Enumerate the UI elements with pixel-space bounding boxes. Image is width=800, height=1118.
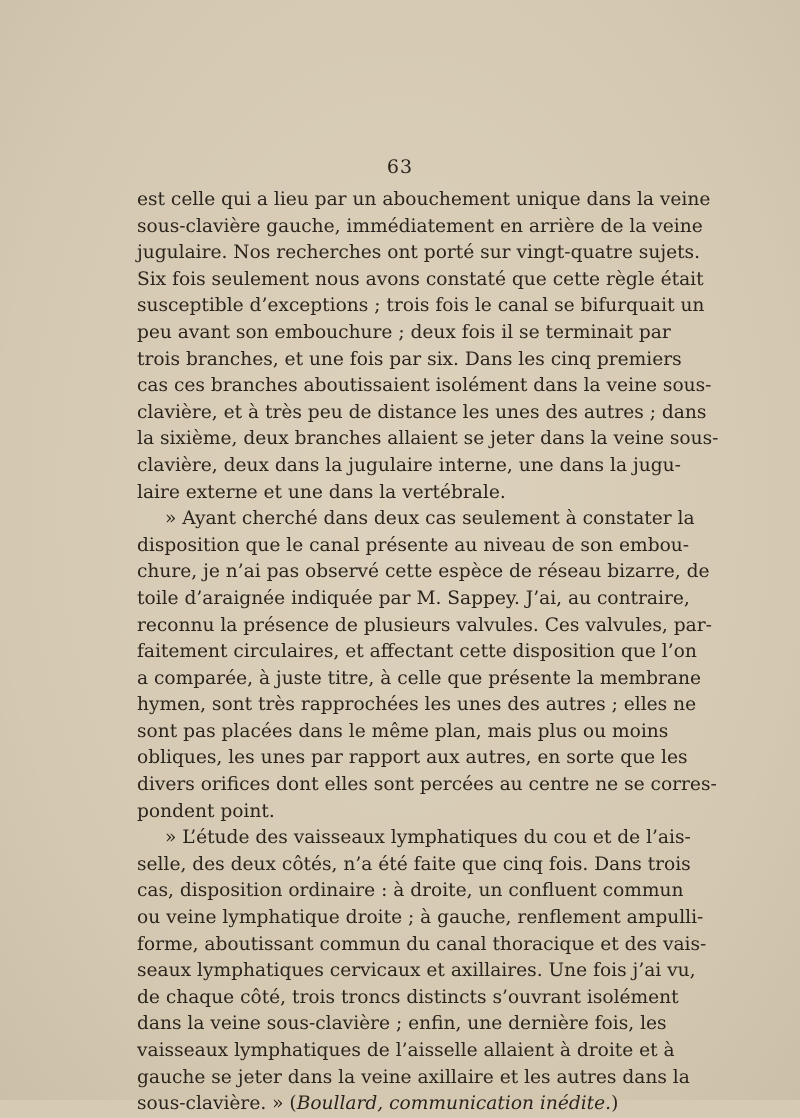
body-text — [137, 187, 719, 1118]
text-line: obliques, les unes par rapport aux autres, en sorte que les — [137, 747, 688, 769]
text-line: divers orifices dont elles sont percées au centre ne se corres- — [137, 774, 717, 796]
text-line: la sixième, deux branches allaient se jeter dans la veine sous- — [137, 428, 719, 450]
text-line: clavière, deux dans la jugulaire interne, une dans la jugu- — [137, 454, 681, 476]
text-line: sont pas placées dans le même plan, mais plus ou moins — [137, 720, 669, 742]
text-line: est celle qui a lieu par un abouchement unique dans la veine — [137, 189, 711, 210]
text-line: toile d’araignée indiquée par M. Sappey. J’ai, au contraire, — [137, 587, 690, 609]
text-line: pondent point. — [137, 800, 275, 822]
text-line: laire externe et une dans la vertébrale. — [137, 481, 506, 503]
text-line: selle, des deux côtés, n’a été faite que cinq fois. Dans trois — [137, 853, 691, 875]
text-line: Six fois seulement nous avons constaté que cette règle était — [137, 268, 704, 290]
final-line-prefix: sous-clavière. » ( — [137, 1093, 297, 1115]
text-line: clavière, et à très peu de distance les unes des autres ; dans — [137, 401, 707, 423]
text-line: susceptible d’exceptions ; trois fois le canal se bifurquait un — [137, 295, 705, 317]
text-line: jugulaire. Nos recherches ont porté sur vingt-quatre sujets. — [137, 242, 701, 264]
page-number: 63 — [386, 156, 414, 178]
text-line: » L’étude des vaisseaux lymphatiques du cou et de l’ais- — [165, 827, 691, 849]
text-line: chure, je n’ai pas observé cette espèce de réseau bizarre, de — [137, 561, 710, 583]
text-line: forme, aboutissant commun du canal thoracique et des vais- — [137, 933, 707, 955]
text-line: » Ayant cherché dans deux cas seulement à constater la — [165, 508, 695, 530]
text-line: de chaque côté, trois troncs distincts s’ouvrant isolément — [137, 986, 679, 1008]
text-line: trois branches, et une fois par six. Dans les cinq premiers — [137, 348, 682, 370]
text-line: reconnu la présence de plusieurs valvules. Ces valvules, par- — [137, 614, 712, 636]
text-line: dans la veine sous-clavière ; enfin, une dernière fois, les — [137, 1013, 667, 1035]
citation: Boullard, communication inédite. — [296, 1093, 612, 1115]
text-line: cas ces branches aboutissaient isolément dans la veine sous- — [137, 375, 712, 397]
final-text-line — [137, 1091, 619, 1118]
text-line: ou veine lymphatique droite ; à gauche, renflement ampulli- — [137, 907, 704, 929]
text-line: disposition que le canal présente au niveau de son embou- — [137, 534, 690, 556]
text-line: vaisseaux lymphatiques de l’aisselle allaient à droite et à — [137, 1040, 675, 1061]
final-line-suffix: ) — [611, 1093, 619, 1115]
text-line: sous-clavière gauche, immédiatement en arrière de la veine — [137, 215, 703, 237]
text-line: cas, disposition ordinaire : à droite, un confluent commun — [137, 880, 684, 902]
text-line: peu avant son embouchure ; deux fois il se terminait par — [137, 321, 671, 343]
text-line: seaux lymphatiques cervicaux et axillaires. Une fois j’ai vu, — [137, 960, 696, 982]
text-line: gauche se jeter dans la veine axillaire et les autres dans la — [137, 1066, 690, 1088]
text-line: a comparée, à juste titre, à celle que présente la membrane — [137, 667, 701, 689]
text-line: hymen, sont très rapprochées les unes des autres ; elles ne — [137, 694, 697, 716]
text-line: faitement circulaires, et affectant cette disposition que l’on — [137, 641, 697, 663]
